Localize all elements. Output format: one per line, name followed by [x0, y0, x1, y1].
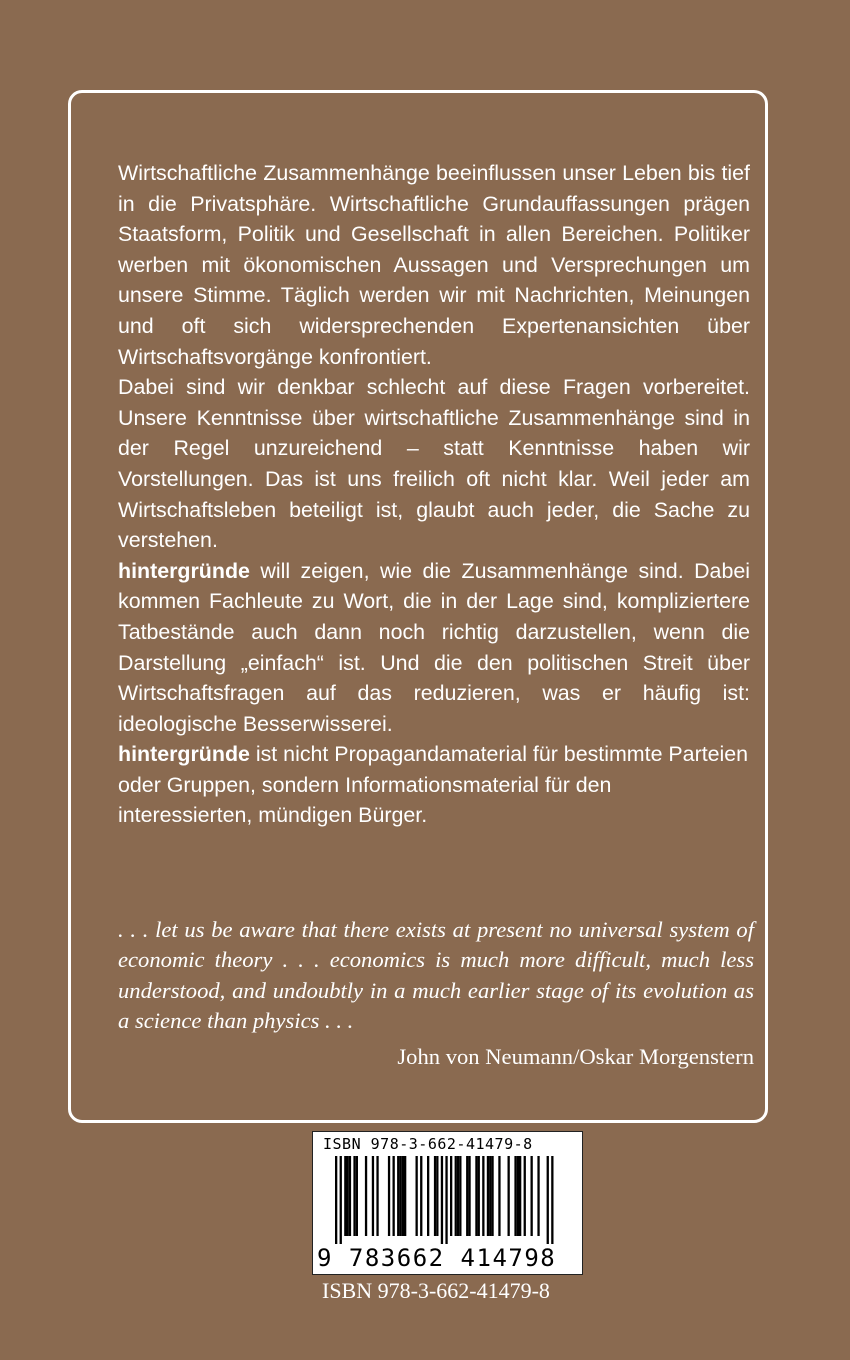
- barcode-bar: [397, 1156, 399, 1236]
- barcode-bar: [349, 1156, 351, 1236]
- barcode-bar: [466, 1156, 468, 1236]
- barcode-bar: [489, 1156, 491, 1236]
- barcode-bar: [445, 1156, 447, 1244]
- barcode-bar: [508, 1156, 510, 1236]
- isbn-text: ISBN 978-3-662-41479-8: [322, 1278, 550, 1303]
- quote-attribution: John von Neumann/Oskar Morgenstern: [397, 1044, 754, 1069]
- barcode-bar: [420, 1156, 422, 1236]
- paragraph-3: [118, 556, 750, 740]
- barcode-bar: [487, 1156, 489, 1236]
- barcode-bar: [519, 1156, 521, 1236]
- barcode-bar: [491, 1156, 493, 1236]
- barcode-bar: [399, 1156, 401, 1236]
- paragraph-4-text: ist nicht Propagandamaterial für bestimmte Parteien oder Gruppen, sondern Informationsmaterial für den interessierten, mündigen Bürger.: [118, 742, 749, 828]
- barcode-bar: [517, 1156, 519, 1236]
- blurb-text: [118, 158, 750, 831]
- barcode-bar: [404, 1156, 406, 1236]
- paragraph-1-text: Wirtschaftliche Zusammenhänge beeinflussen unser Leben bis tief in die Privatsphäre. Wirtschaftliche Grundauffassungen prägen Staatsform, Politik und Gesellschaft in allen Bereichen. Politiker werben mit ökonomischen Aussagen und Versprechungen um unsere Stimme. Täglich werden wir mit Nachrichten, Meinungen und oft sich widersprechenden Expertenansichten über Wirtschaftsvorgänge konfrontiert.: [118, 161, 750, 369]
- barcode-isbn-label: ISBN 978-3-662-41479-8: [323, 1135, 533, 1153]
- barcode-bar: [340, 1156, 342, 1244]
- barcode-bar: [457, 1156, 459, 1236]
- barcode-bar: [455, 1156, 457, 1236]
- barcode-bar: [376, 1156, 378, 1236]
- barcode-bar: [393, 1156, 395, 1236]
- barcode-bar: [524, 1156, 526, 1236]
- barcode-bar: [441, 1156, 443, 1244]
- barcode-bar: [498, 1156, 500, 1236]
- barcode-bar: [344, 1156, 346, 1236]
- barcode-bar: [475, 1156, 477, 1236]
- paragraph-2-text: Dabei sind wir denkbar schlecht auf diese Fragen vorbereitet. Unsere Kenntnisse über wirtschaftliche Zusammenhänge sind in der Regel unzureichend – statt Kenntnisse haben wir Vorstellungen. Das ist uns freilich oft nicht klar. Weil jeder am Wirtschaftsleben beteiligt ist, glaubt auch jeder, die Sache zu verstehen.: [118, 375, 750, 553]
- paragraph-2: [118, 372, 750, 556]
- barcode-bar: [356, 1156, 358, 1236]
- quote-block: [118, 915, 754, 1036]
- barcode-bar: [388, 1156, 390, 1236]
- barcode-bar: [537, 1156, 539, 1236]
- quote-text: . . . let us be aware that there exists at present no universal system of economic theory . . . economics is much more difficult, much less understood, and undoubtly in a much earlier stage of its evolution as a science than physics . . .: [118, 917, 754, 1033]
- barcode-bar: [353, 1156, 355, 1236]
- barcode-bar: [551, 1156, 553, 1244]
- barcode-bar: [434, 1156, 436, 1236]
- barcode-bar: [468, 1156, 470, 1236]
- series-name: hintergründe: [118, 558, 250, 583]
- barcode-bar: [365, 1156, 367, 1236]
- barcode-bar: [547, 1156, 549, 1244]
- barcode-bar: [436, 1156, 438, 1236]
- barcode-bar: [402, 1156, 404, 1236]
- barcode-bar: [335, 1156, 337, 1244]
- barcode-bar: [478, 1156, 480, 1236]
- barcode-digits: 9 783662 414798: [317, 1244, 557, 1272]
- paragraph-1: [118, 158, 750, 372]
- paragraph-3-text: will zeigen, wie die Zusammenhänge sind. Dabei kommen Fachleute zu Wort, die in der Lage sind, kompliziertere Tatbestände auch dann noch richtig darzustellen, wenn die Darstellung „einfach“ ist. Und die den politischen Streit über Wirtschaftsfragen auf das reduzieren, was er häufig ist: ideologische Besserwisserei.: [118, 558, 750, 736]
- barcode-bar: [514, 1156, 516, 1236]
- barcode-bar: [482, 1156, 484, 1236]
- series-name: hintergründe: [118, 742, 250, 767]
- barcode-bar: [416, 1156, 418, 1236]
- barcode-bar: [450, 1156, 452, 1236]
- barcode: [312, 1131, 583, 1275]
- barcode-bar: [372, 1156, 374, 1236]
- barcode-bar: [531, 1156, 533, 1236]
- barcode-bar: [459, 1156, 461, 1236]
- paragraph-4: [118, 739, 750, 831]
- barcode-bar: [427, 1156, 429, 1236]
- barcode-bars: [335, 1156, 561, 1244]
- barcode-bar: [347, 1156, 349, 1236]
